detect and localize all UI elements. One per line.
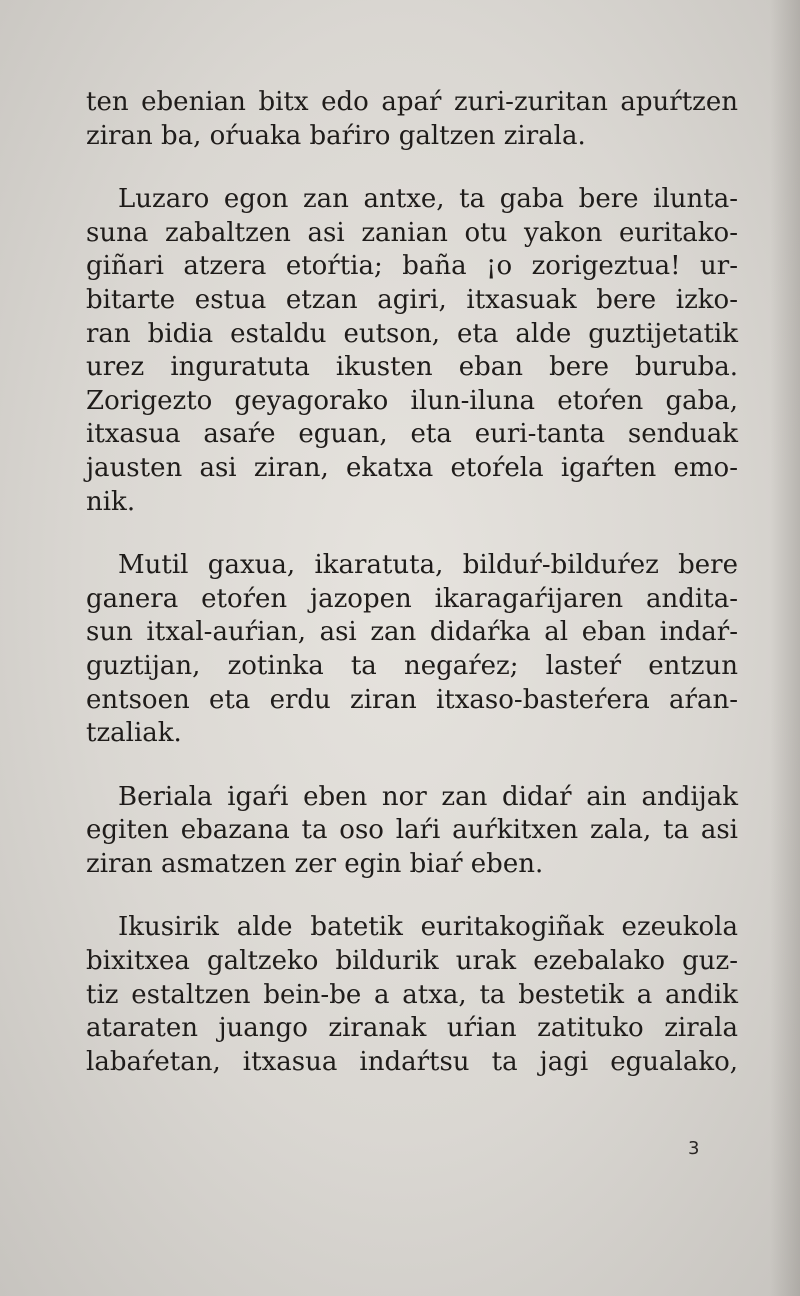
text-line: bixitxea galtzeko bildurik urak ezebalako guz- (86, 946, 738, 977)
text-line: Beriala igaŕi eben nor zan didaŕ ain andijak (118, 781, 738, 812)
text-line: guztijan, zotinka ta negaŕez; lasteŕ entzun (86, 650, 738, 681)
text-line: urez inguratuta ikusten eban bere buruba. (86, 352, 738, 383)
paragraph-4 (86, 781, 738, 882)
text-line: ten ebenian bitx edo apaŕ zuri-zuritan apuŕtzen (86, 87, 738, 117)
text-line: jausten asi ziran, ekatxa etoŕela igaŕten emo- (86, 452, 738, 483)
text-line: itxasua asaŕe eguan, eta euri-tanta senduak (86, 419, 738, 450)
paragraph-3 (86, 549, 738, 751)
text-line: suna zabaltzen asi zanian otu yakon euritako- (86, 217, 738, 248)
text-line: labaŕetan, itxasua indaŕtsu ta jagi egualako, (86, 1046, 738, 1077)
text-line: tiz estaltzen bein-be a atxa, ta bestetik a andik (86, 979, 738, 1010)
text-line: ganera etoŕen jazopen ikaragaŕijaren andita- (86, 583, 738, 614)
text-line: egiten ebazana ta oso laŕi auŕkitxen zala, ta asi (86, 815, 738, 846)
text-line: Zorigezto geyagorako ilun-iluna etoŕen gaba, (86, 385, 738, 416)
text-line: Luzaro egon zan antxe, ta gaba bere ilunta- (118, 184, 738, 215)
text-line: giñari atzera etoŕtia; baña ¡o zorigeztua! ur- (86, 251, 738, 282)
page-edge-shadow (770, 0, 800, 1296)
text-line: ziran asmatzen zer egin biaŕ eben. (86, 848, 544, 879)
paragraph-1 (86, 86, 738, 153)
paragraph-2 (86, 183, 738, 519)
text-line: sun itxal-auŕian, asi zan didaŕka al eban indaŕ- (86, 617, 738, 648)
page-number: 3 (688, 1138, 700, 1159)
text-line: nik. (86, 486, 136, 517)
text-line: Ikusirik alde batetik euritakogiñak ezeukola (118, 912, 738, 943)
text-line: ran bidia estaldu eutson, eta alde guztijetatik (86, 318, 738, 349)
text-line: entsoen eta erdu ziran itxaso-basteŕera aŕan- (86, 684, 738, 715)
text-block (86, 86, 738, 1109)
text-line: tzaliak. (86, 718, 182, 749)
text-line: ataraten juango ziranak uŕian zatituko zirala (86, 1013, 738, 1044)
paragraph-5 (86, 911, 738, 1079)
text-line: bitarte estua etzan agiri, itxasuak bere izko- (86, 284, 738, 315)
text-line: Mutil gaxua, ikaratuta, bilduŕ-bilduŕez bere (118, 550, 738, 581)
text-line: ziran ba, oŕuaka baŕiro galtzen zirala. (86, 120, 586, 151)
